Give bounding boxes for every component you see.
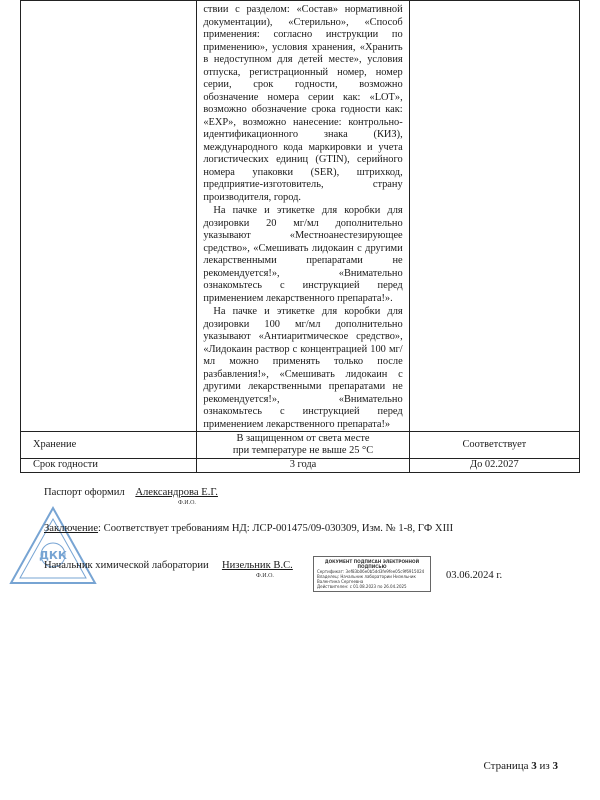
row-requirement-shelf-life: 3 года bbox=[197, 459, 409, 473]
requirement-line: при температуре не выше 25 °С bbox=[232, 445, 374, 456]
esig-title: ДОКУМЕНТ ПОДПИСАН ЭЛЕКТРОННОЙ ПОДПИСЬЮ bbox=[324, 559, 420, 569]
page-current: 3 bbox=[531, 760, 537, 772]
row-requirement-storage bbox=[197, 432, 409, 459]
table-row bbox=[21, 1, 580, 432]
row-name-storage: Хранение bbox=[21, 432, 197, 459]
esig-owner: Владелец: Начальник лаборатории Низельник Валентина Сергеевна bbox=[317, 574, 416, 584]
specification-table bbox=[20, 0, 580, 473]
labeling-paragraph: На пачке и этикетке для коробки для дозировки 20 мг/мл дополнительно указывают «Местноанестезирующее средство», «Смешивать лидокаин с другими лекарственными препаратами не рекомендуется!», «Внимательно ознакомьтесь с инструкцией перед применением лекарственного препарата!». bbox=[203, 205, 403, 304]
conclusion-label: Заключение bbox=[44, 523, 99, 534]
head-label: Начальник химической лаборатории bbox=[44, 560, 209, 571]
passport-line bbox=[44, 487, 218, 498]
table-cell-empty bbox=[409, 1, 579, 432]
stamp-label: ДКК bbox=[39, 549, 67, 562]
row-name-shelf-life: Срок годности bbox=[21, 459, 197, 473]
conclusion-line bbox=[44, 523, 453, 534]
labeling-paragraph: ствии с разделом: «Состав» нормативной документации), «Стерильно», «Способ применения: согласно инструкции по применению», условия хранения, «Хранить в недоступном для детей месте», условия отпуска, регистрационный номер, номер серии, срок годности, возможно обозначение номера серии как: «LOT», возможно обозначение срока годности как: «EXP», возможно нанесение: контрольно-идентификационного знака (КИЗ), международного кода маркировки и учета логистических единиц (GTIN), серийного номера упаковки (SER), штрихкод, предприятие-изготовитель, страну производителя, город. bbox=[203, 4, 403, 203]
passport-label: Паспорт оформил bbox=[44, 487, 125, 498]
esig-valid: Действителен: с 01.08.2023 по 26.04.2025 bbox=[317, 584, 407, 589]
row-result-shelf-life: До 02.2027 bbox=[409, 459, 579, 473]
table-row bbox=[21, 459, 580, 473]
signature-date: 03.06.2024 г. bbox=[446, 570, 503, 581]
head-line bbox=[44, 560, 293, 571]
passport-name: Александрова Е.Г. bbox=[135, 487, 218, 498]
fio-caption: Ф.И.О. bbox=[256, 573, 274, 579]
row-result-storage: Соответствует bbox=[409, 432, 579, 459]
page-label: Страница bbox=[483, 760, 529, 772]
page-total: 3 bbox=[552, 760, 558, 772]
page-of: из bbox=[539, 760, 550, 772]
fio-caption: Ф.И.О. bbox=[178, 500, 196, 506]
table-cell-empty bbox=[21, 1, 197, 432]
requirement-line: В защищенном от света месте bbox=[236, 432, 370, 444]
electronic-signature-box bbox=[313, 556, 431, 592]
head-name: Низельник В.С. bbox=[221, 560, 293, 571]
page-number bbox=[483, 760, 558, 772]
labeling-requirements-cell bbox=[197, 1, 409, 432]
labeling-paragraph: На пачке и этикетке для коробки для дозировки 100 мг/мл дополнительно указывают «Антиаритмическое средство», «Лидокаин раствор с концентрацией 100 мг/мл можно применять только после разбавления!», «Смешивать лидокаин с другими лекарственными препаратами не рекомендуется!», «Внимательно ознакомьтесь с инструкцией перед применением лекарственного препарата!» bbox=[203, 306, 403, 430]
table-row bbox=[21, 432, 580, 459]
conclusion-text: : Соответствует требованиям НД: ЛСР-001475/09-030309, Изм. № 1-8, ГФ XIII bbox=[98, 523, 454, 534]
quality-control-stamp bbox=[8, 505, 98, 587]
esig-cert: Сертификат: 3ef83b06e0b5dd3fe9fee05c9f6915024 bbox=[317, 569, 425, 574]
